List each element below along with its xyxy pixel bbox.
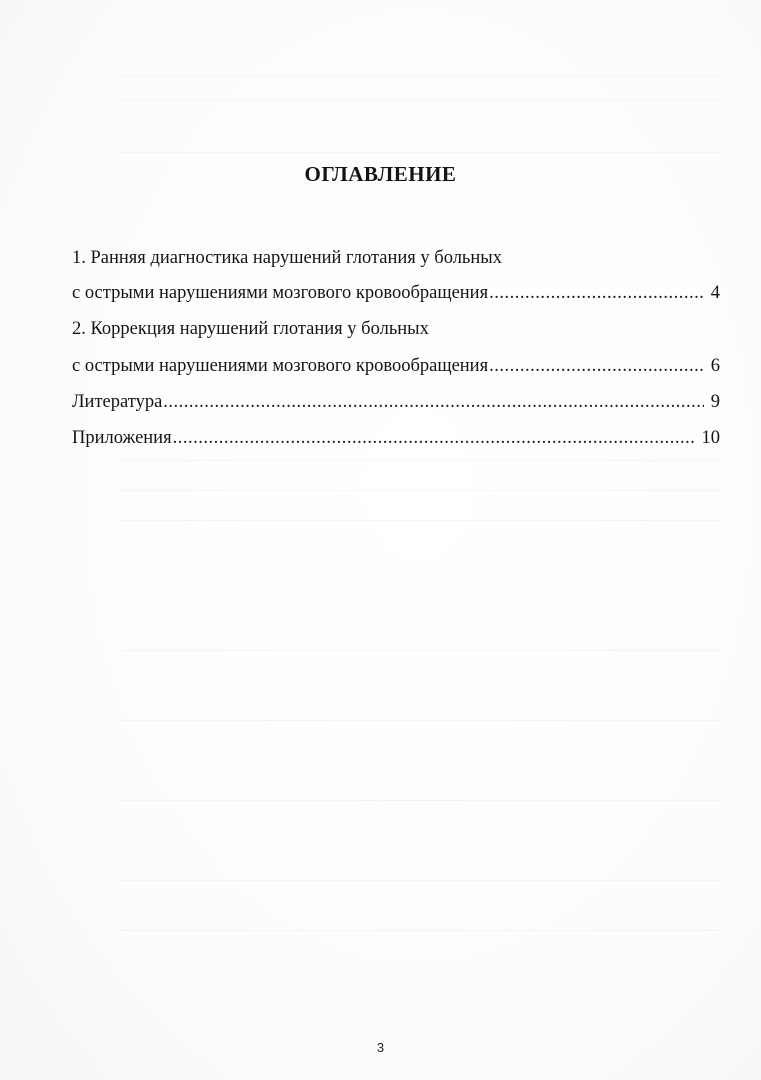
show-through-line [120,880,721,881]
show-through-line [120,152,721,153]
toc-entry-text: 1. Ранняя диагностика нарушений глотания у больных [72,248,502,268]
show-through-line [120,100,721,101]
toc-leader-dots [163,384,703,420]
toc-entry-2-line-1 [72,311,720,347]
toc-page-number: 6 [710,356,720,376]
toc-entry-text: Приложения [72,428,172,448]
toc-leader-dots [173,420,695,456]
toc-entry-1-line-2 [72,275,720,311]
toc-entry-2-line-2 [72,348,720,384]
show-through-line [120,76,721,77]
toc-leader-dots [489,275,704,311]
toc-entry-4 [72,420,720,456]
show-through-line [120,930,721,931]
toc-page-number: 4 [710,283,720,303]
toc-entry-text: с острыми нарушениями мозгового кровообращения [72,356,489,376]
table-of-contents [72,240,720,456]
show-through-line [120,520,721,521]
toc-page-number: 9 [710,392,720,412]
toc-page-number: 10 [701,428,720,448]
toc-entry-3 [72,384,720,420]
toc-entry-1-line-1 [72,240,720,276]
page-number: 3 [376,1040,385,1055]
page-title: ОГЛАВЛЕНИЕ [304,162,457,186]
show-through-line [120,720,721,721]
show-through-line [120,490,721,491]
show-through-line [120,650,721,651]
show-through-line [120,460,721,461]
show-through-line [120,800,721,801]
toc-entry-text: с острыми нарушениями мозгового кровообращения [72,283,489,303]
toc-entry-text: Литература [72,392,163,412]
toc-leader-dots [489,348,704,384]
toc-entry-text: 2. Коррекция нарушений глотания у больных [72,319,429,339]
